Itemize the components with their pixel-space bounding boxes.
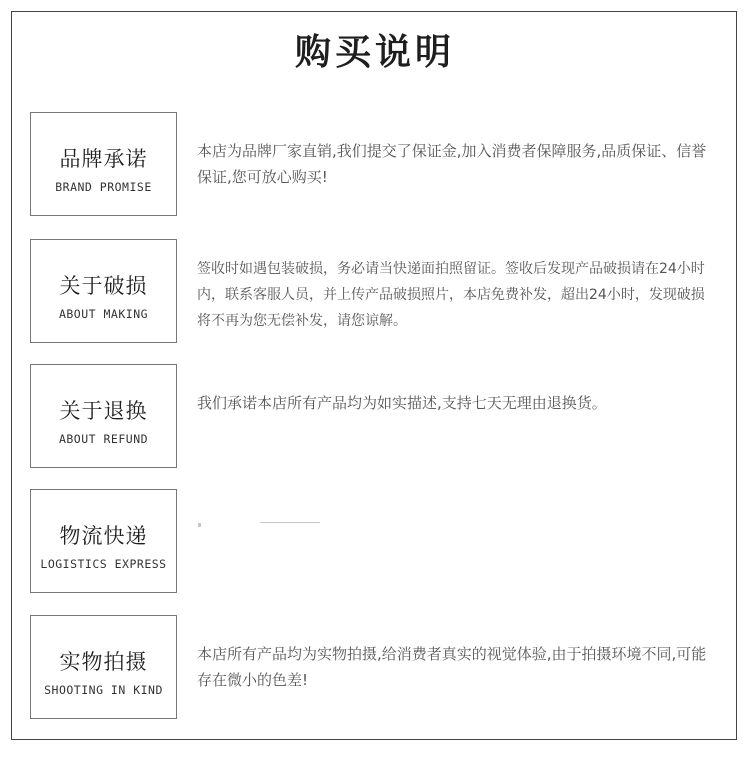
section-label-box bbox=[30, 615, 177, 719]
section-description: 签收时如遇包装破损，务必请当快递面拍照留证。签收后发现产品破损请在24小时内，联系客服人员，并上传产品破损照片，本店免费补发，超出24小时，发现破损将不再为您无偿补发，请您谅解。 bbox=[197, 261, 705, 329]
section-about-refund bbox=[30, 364, 720, 468]
section-title-en: BRAND PROMISE bbox=[55, 180, 152, 194]
section-title-cn: 关于退换 bbox=[59, 399, 148, 423]
section-title-cn: 品牌承诺 bbox=[59, 147, 148, 171]
section-description: 本店所有产品均为实物拍摄,给消费者真实的视觉体验,由于拍摄环境不同,可能存在微小的色差! bbox=[197, 645, 707, 689]
section-label-box bbox=[30, 112, 177, 216]
section-title-en: ABOUT MAKING bbox=[58, 307, 149, 321]
faint-mark bbox=[198, 523, 201, 527]
section-title-en: LOGISTICS EXPRESS bbox=[40, 557, 167, 571]
section-brand-promise bbox=[30, 112, 720, 216]
faint-mark bbox=[260, 522, 320, 523]
section-description: 本店为品牌厂家直销,我们提交了保证金,加入消费者保障服务,品质保证、信誉保证,您可放心购买! bbox=[197, 142, 707, 186]
section-title-cn: 关于破损 bbox=[59, 274, 148, 298]
section-description: 我们承诺本店所有产品均为如实描述,支持七天无理由退换货。 bbox=[197, 394, 607, 412]
page-title: 购买说明 bbox=[294, 31, 455, 73]
section-title-cn: 实物拍摄 bbox=[59, 650, 148, 674]
section-shooting-in-kind bbox=[30, 615, 720, 719]
section-label-box bbox=[30, 239, 177, 343]
section-label-box bbox=[30, 489, 177, 593]
section-title-en: SHOOTING IN KIND bbox=[44, 683, 163, 697]
section-title-cn: 物流快递 bbox=[59, 524, 148, 548]
section-label-box bbox=[30, 364, 177, 468]
section-title-en: ABOUT REFUND bbox=[58, 432, 149, 446]
section-logistics-express bbox=[30, 489, 720, 593]
section-about-damage bbox=[30, 239, 720, 343]
